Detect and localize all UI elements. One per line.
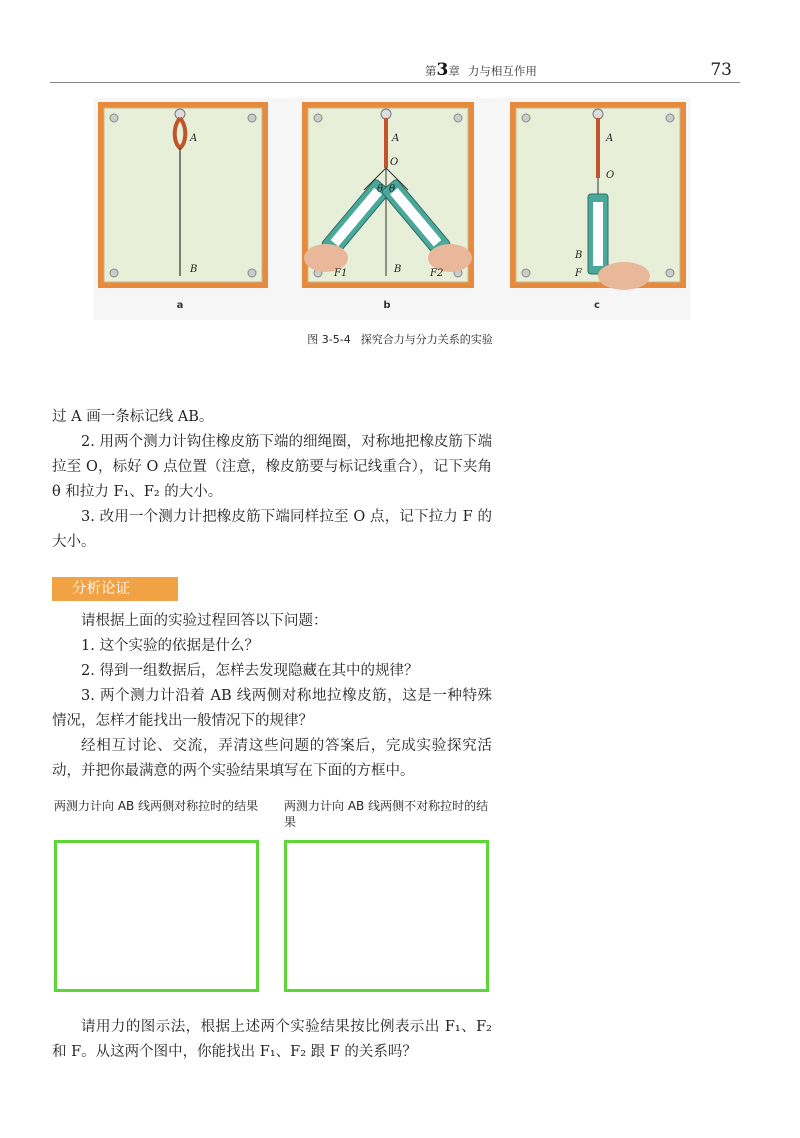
marker-b-theta-right: θ — [389, 184, 396, 195]
analysis-intro: 请根据上面的实验过程回答以下问题： — [81, 613, 328, 629]
marker-b-theta-left: θ — [377, 184, 384, 195]
chapter-title — [425, 60, 537, 80]
marker-c-B: B — [575, 250, 583, 261]
chapter-prefix: 第 — [425, 64, 437, 78]
step-1-continuation: 过 A 画一条标记线 AB。 — [52, 409, 214, 425]
marker-a-B: B — [190, 264, 198, 275]
question-1: 1. 这个实验的依据是什么？ — [81, 638, 259, 654]
panel-label-c: c — [594, 300, 600, 311]
chapter-number: 3 — [436, 60, 449, 80]
closing-paragraph: 请用力的图示法，根据上述两个实验结果按比例表示出 F₁、F₂ 和 F。从这两个图中，你能找出 F₁、F₂ 跟 F 的关系吗？ — [52, 1019, 492, 1060]
page-header — [50, 58, 740, 83]
marker-b-O: O — [390, 157, 399, 168]
marker-c-O: O — [606, 170, 615, 181]
figure-number: 图 3-5-4 — [307, 333, 351, 346]
panel-c — [510, 102, 686, 290]
marker-b-B: B — [394, 264, 402, 275]
result-box-label-symmetric: 两测力计向 AB 线两侧对称拉时的结果 — [54, 799, 259, 813]
figure-caption — [0, 331, 800, 347]
result-box-symmetric[interactable] — [54, 840, 259, 992]
result-box-label-asymmetric: 两测力计向 AB 线两侧不对称拉时的结果 — [284, 799, 489, 829]
step-3: 3. 改用一个测力计把橡皮筋下端同样拉至 O 点，记下拉力 F 的大小。 — [52, 509, 492, 550]
panel-label-b: b — [383, 300, 391, 311]
question-2: 2. 得到一组数据后，怎样去发现隐藏在其中的规律？ — [81, 663, 419, 679]
marker-a-A: A — [190, 133, 198, 144]
panel-a — [98, 102, 268, 288]
marker-c-F: F — [575, 268, 582, 279]
chapter-subtitle: 力与相互作用 — [467, 64, 537, 78]
step-2: 2. 用两个测力计钩住橡皮筋下端的细绳圈，对称地把橡皮筋下端拉至 O，标好 O 点位置（注意，橡皮筋要与标记线重合），记下夹角 θ 和拉力 F₁、F₂ 的大小。 — [52, 434, 492, 500]
marker-b-A: A — [392, 133, 400, 144]
analysis-instruction: 经相互讨论、交流，弄清这些问题的答案后，完成实验探究活动，并把你最满意的两个实验结果填写在下面的方框中。 — [52, 738, 492, 779]
marker-c-A: A — [606, 133, 614, 144]
figure-caption-text: 探究合力与分力关系的实验 — [360, 333, 493, 346]
experiment-figure — [94, 98, 690, 320]
question-3: 3. 两个测力计沿着 AB 线两侧对称地拉橡皮筋，这是一种特殊情况，怎样才能找出一般情况下的规律？ — [52, 688, 492, 729]
section-heading: 分析论证 — [52, 577, 178, 601]
experiment-photos — [94, 98, 690, 320]
marker-b-F1: F1 — [334, 268, 348, 279]
marker-b-F2: F2 — [430, 268, 444, 279]
page-number: 73 — [710, 60, 732, 80]
result-box-asymmetric[interactable] — [284, 840, 489, 992]
panel-label-a: a — [176, 300, 184, 311]
chapter-suffix: 章 — [448, 64, 460, 78]
panel-b — [302, 102, 474, 288]
